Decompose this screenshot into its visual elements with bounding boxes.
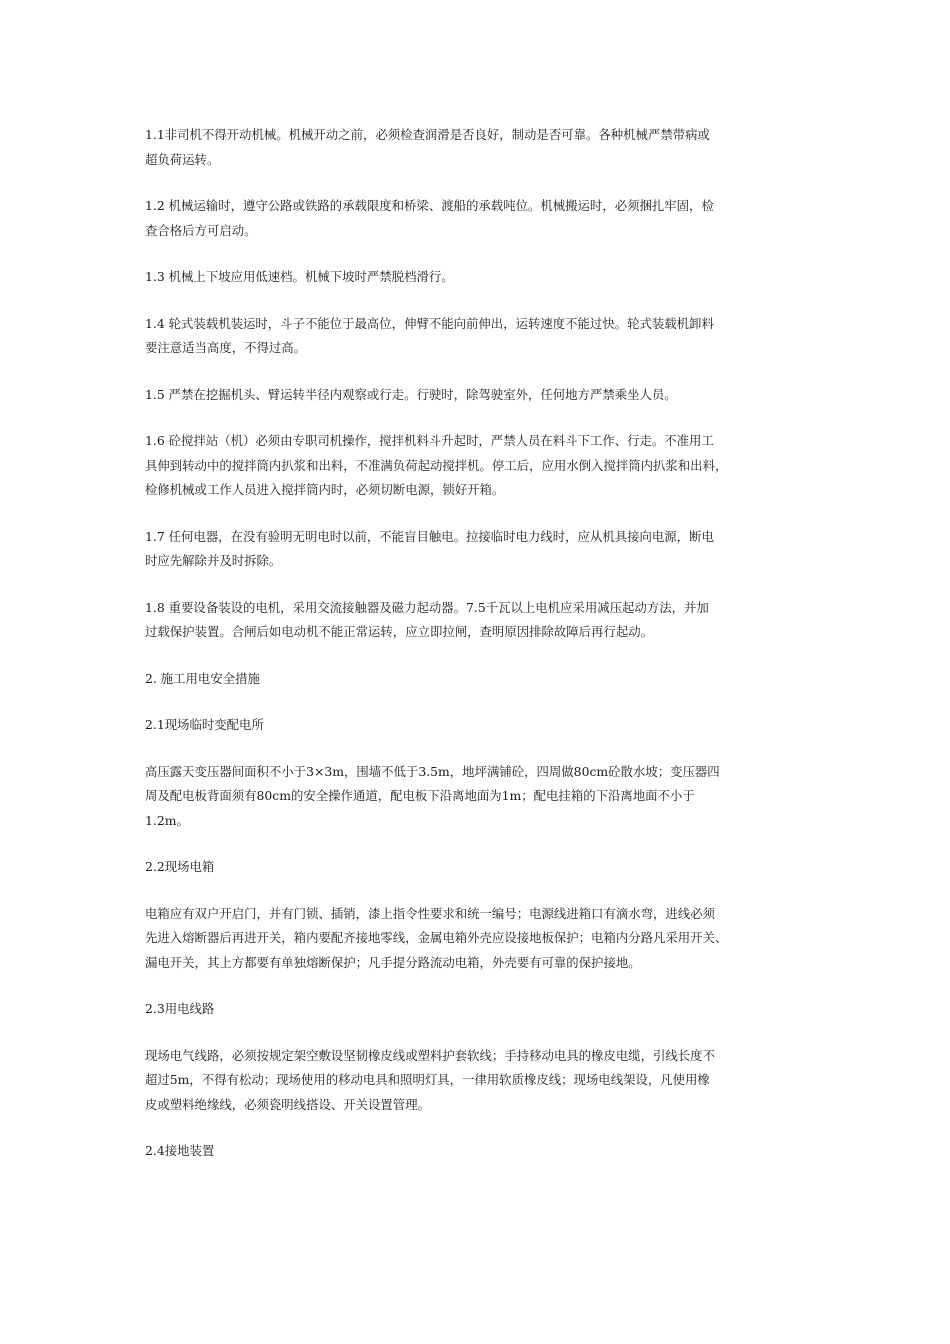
text-line: 具伸到转动中的搅拌筒内扒浆和出料，不准满负荷起动搅拌机。停工后，应用水倒入搅拌筒内扒浆和出料， <box>145 457 728 473</box>
text-line: 1.2 机械运输时，遵守公路或铁路的承载限度和桥梁、渡船的承载吨位。机械搬运时，必须捆扎牢固，检 <box>145 198 714 213</box>
heading-text: 2.1现场临时变配电所 <box>145 717 264 732</box>
text-line: 要注意适当高度，不得过高。 <box>145 340 307 355</box>
paragraph-2-1 <box>145 760 820 834</box>
text-line: 1.1非司机不得开动机械。机械开动之前，必须检查润滑是否良好，制动是否可靠。各种机械严禁带病或 <box>145 127 710 142</box>
paragraph-1-1 <box>145 123 820 172</box>
text-line: 过载保护装置。合闸后如电动机不能正常运转，应立即拉闸，查明原因排除故障后再行起动。 <box>145 624 654 639</box>
text-line: 现场电气线路，必须按规定架空敷设坚韧橡皮线或塑料护套软线；手持移动电具的橡皮电缆，引线长度不 <box>145 1047 715 1063</box>
text-line: 1.3 机械上下坡应用低速档。机械下坡时严禁脱档滑行。 <box>145 269 454 284</box>
subsection-heading-2-2 <box>145 855 820 880</box>
text-line: 1.2m。 <box>145 812 189 828</box>
heading-text: 2.2现场电箱 <box>145 859 215 874</box>
paragraph-1-4 <box>145 312 820 361</box>
heading-text: 2.3用电线路 <box>145 1001 215 1016</box>
text-line: 超负荷运转。 <box>145 151 220 167</box>
heading-text: 2. 施工用电安全措施 <box>145 670 260 686</box>
text-line: 高压露天变压器间面积不小于3×3m，围墙不低于3.5m，地坪满铺砼，四周做80cm砼散水坡；变压器四 <box>145 763 720 779</box>
document-page <box>145 123 820 1186</box>
heading-text: 2.4接地装置 <box>145 1143 215 1158</box>
paragraph-2-3 <box>145 1044 820 1118</box>
text-line: 1.6 砼搅拌站（机）必须由专职司机操作，搅拌机料斗升起时，严禁人员在料斗下工作、行走。不准用工 <box>145 433 714 448</box>
text-line: 1.4 轮式装载机装运时，斗子不能位于最高位，伸臂不能向前伸出，运转速度不能过快。轮式装载机卸料 <box>145 315 714 331</box>
text-line: 1.7 任何电器，在没有验明无明电时以前，不能盲目触电。拉接临时电力线时，应从机具接向电源，断电 <box>145 528 714 544</box>
subsection-heading-2-3 <box>145 997 820 1022</box>
text-line: 电箱应有双户开启门，并有门锁、插销，漆上指令性要求和统一编号；电源线进箱口有滴水弯，进线必须 <box>145 905 715 921</box>
text-line: 漏电开关，其上方都要有单独熔断保护；凡手提分路流动电箱，外壳要有可靠的保护接地。 <box>145 954 641 970</box>
text-line: 时应先解除并及时拆除。 <box>145 553 282 568</box>
paragraph-1-8 <box>145 596 820 645</box>
text-line: 超过5m，不得有松动；现场使用的移动电具和照明灯具，一律用软质橡皮线；现场电线架设，凡使用橡 <box>145 1072 710 1087</box>
paragraph-2-2 <box>145 902 820 976</box>
text-line: 检修机械或工作人员进入搅拌筒内时，必须切断电源，锁好开箱。 <box>145 482 505 497</box>
subsection-heading-2-1 <box>145 713 820 738</box>
text-line: 1.5 严禁在挖掘机头、臂运转半径内观察或行走。行驶时，除驾驶室外，任何地方严禁乘坐人员。 <box>145 386 677 402</box>
paragraph-1-3 <box>145 265 820 290</box>
paragraph-1-6 <box>145 429 820 503</box>
text-line: 先进入熔断器后再进开关，箱内要配齐接地零线，金属电箱外壳应设接地板保护；电箱内分路凡采用开关、 <box>145 930 728 945</box>
paragraph-1-2 <box>145 194 820 243</box>
subsection-heading-2-4 <box>145 1139 820 1164</box>
text-line: 1.8 重要设备装设的电机，采用交流接触器及磁力起动器。7.5千瓦以上电机应采用减压起动方法，并加 <box>145 599 709 615</box>
text-line: 查合格后方可启动。 <box>145 222 257 238</box>
text-line: 皮或塑料绝缘线，必须瓷明线搭设、开关设置管理。 <box>145 1096 430 1112</box>
text-line: 周及配电板背面须有80cm的安全操作通道，配电板下沿离地面为1m；配电挂箱的下沿离地面不小于 <box>145 788 695 803</box>
section-heading-2 <box>145 667 820 692</box>
paragraph-1-5 <box>145 383 820 408</box>
paragraph-1-7 <box>145 525 820 574</box>
